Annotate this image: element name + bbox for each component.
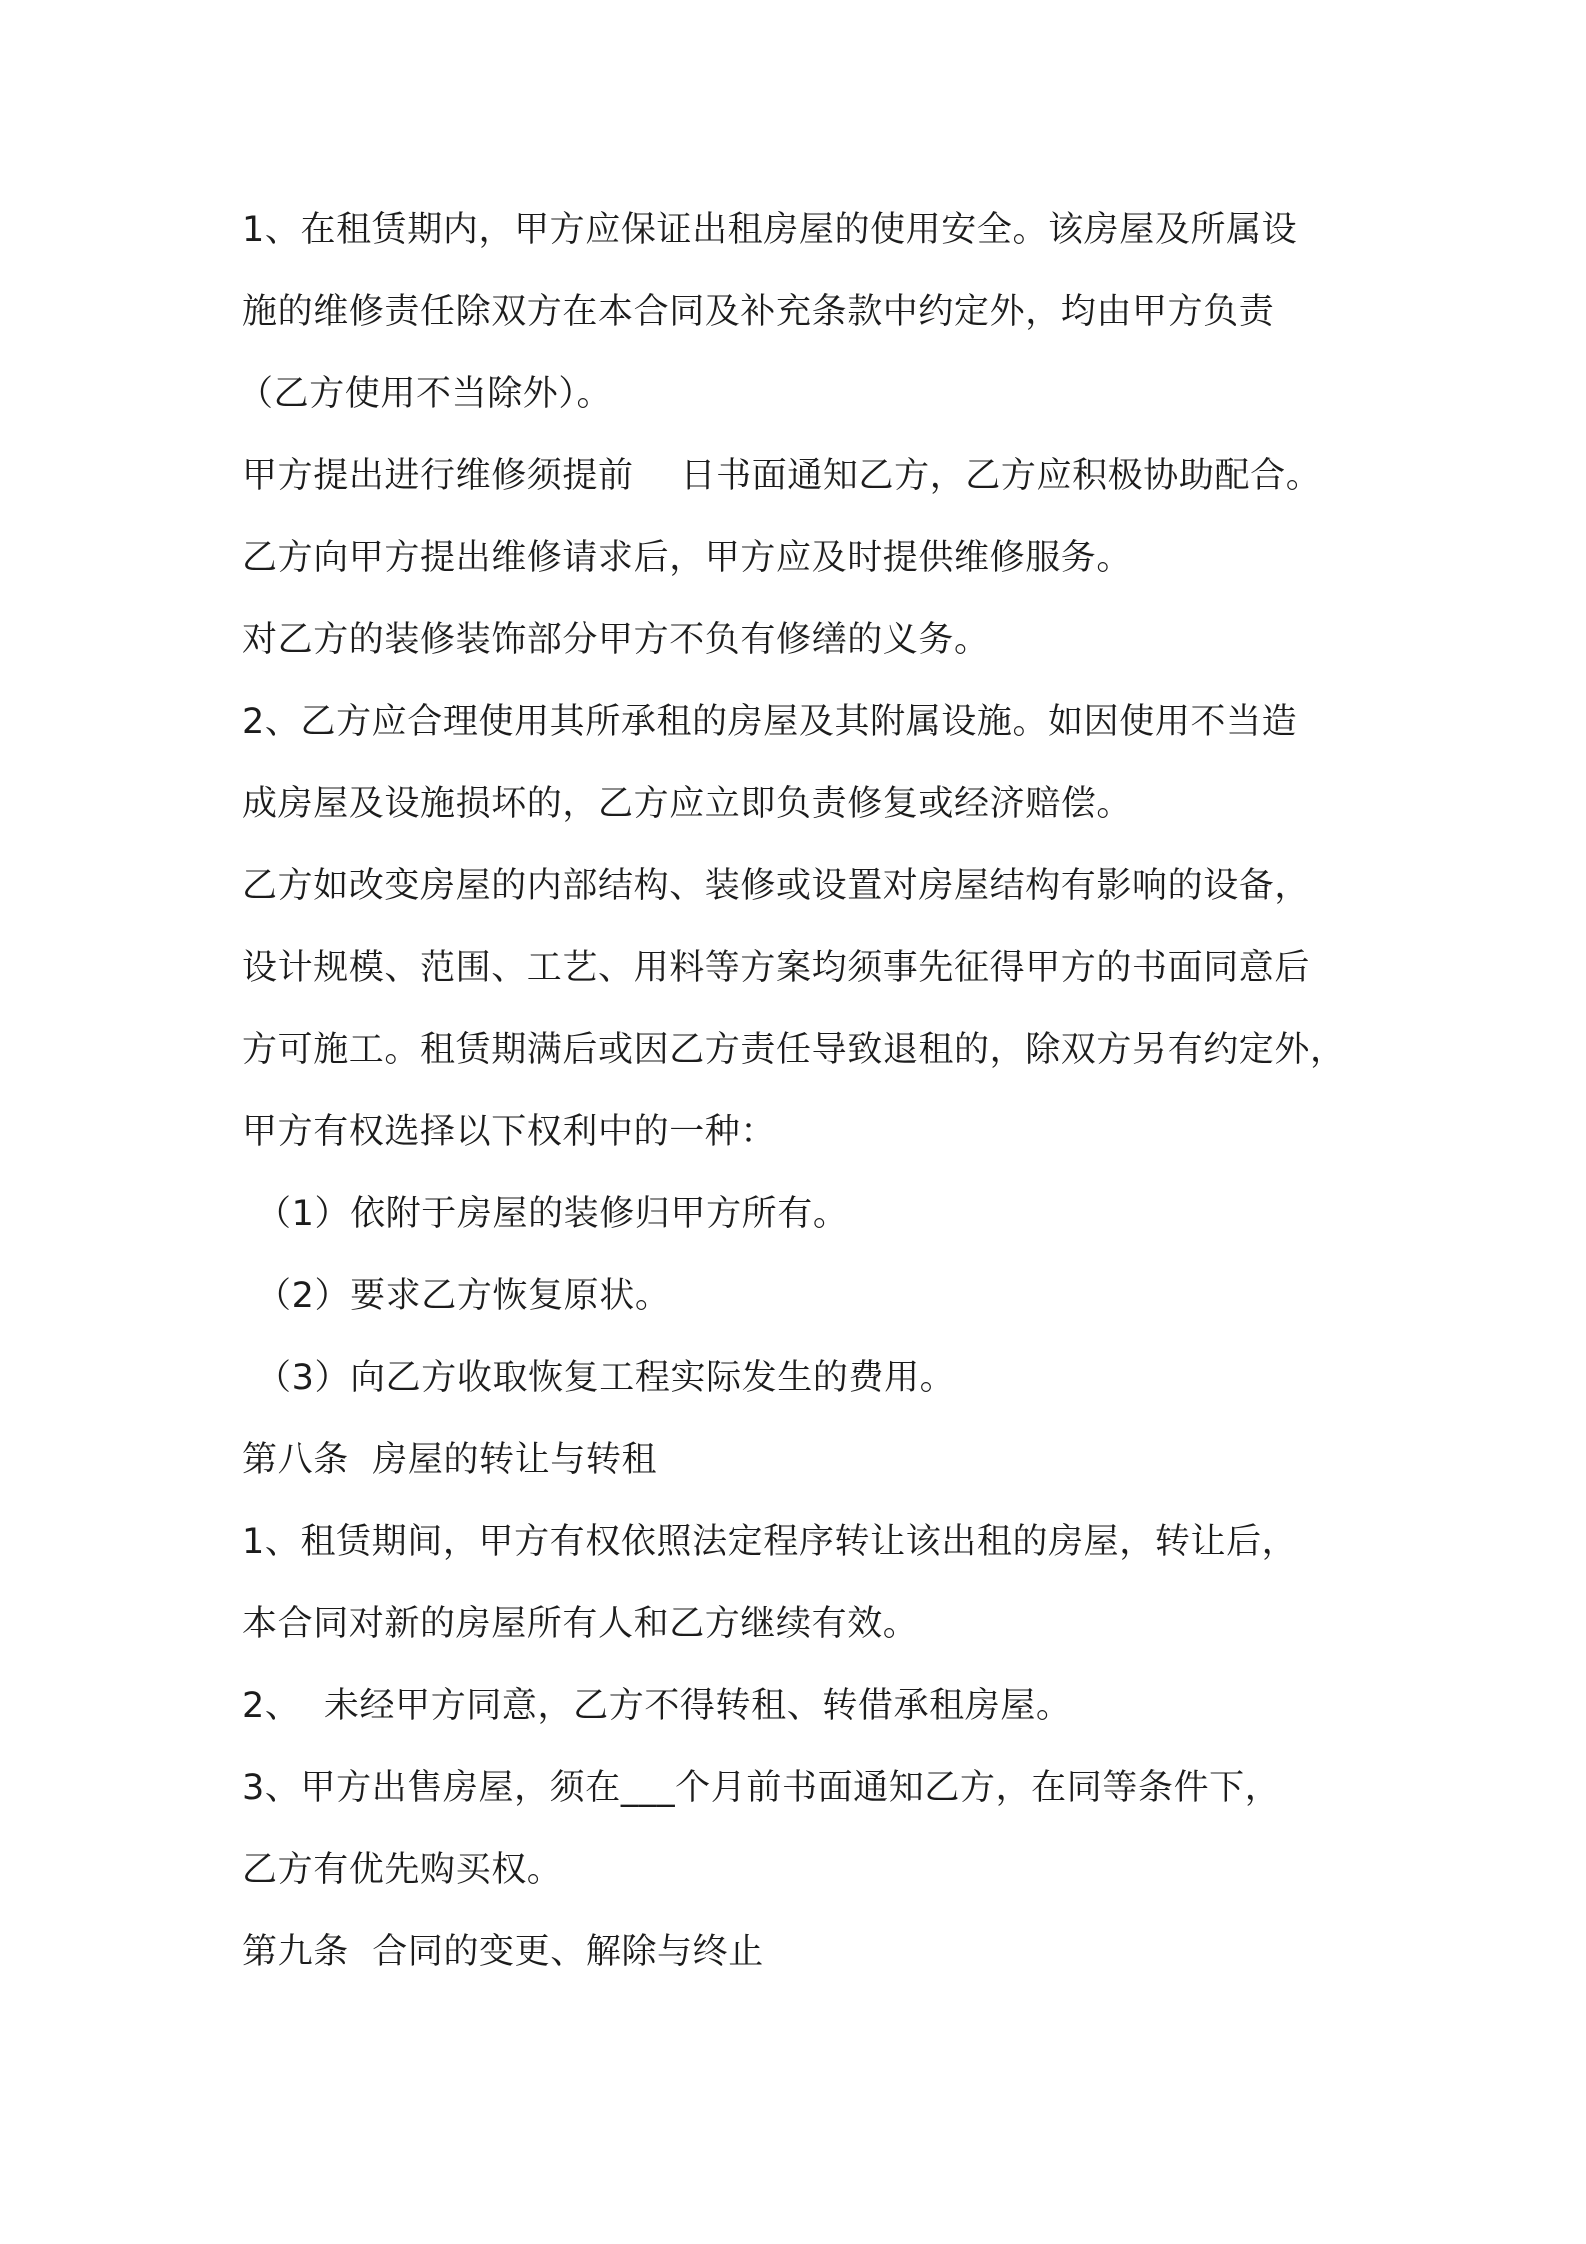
text-line: 2、 未经甲方同意，乙方不得转租、转借承租房屋。	[242, 1686, 1072, 1726]
text-line: 乙方如改变房屋的内部结构、装修或设置对房屋结构有影响的设备，	[242, 866, 1311, 906]
text-line: 本合同对新的房屋所有人和乙方继续有效。	[242, 1604, 919, 1644]
text-line: 乙方向甲方提出维修请求后，甲方应及时提供维修服务。	[242, 538, 1133, 578]
text-line: 2、乙方应合理使用其所承租的房屋及其附属设施。如因使用不当造	[242, 702, 1298, 742]
section-heading: 第八条 房屋的转让与转租	[242, 1440, 658, 1480]
section-heading: 第九条 合同的变更、解除与终止	[242, 1932, 764, 1972]
list-item: （1）依附于房屋的装修归甲方所有。	[256, 1194, 849, 1234]
text-line: 甲方有权选择以下权利中的一种：	[242, 1112, 777, 1152]
list-item: （3）向乙方收取恢复工程实际发生的费用。	[256, 1358, 956, 1398]
text-line: 甲方提出进行维修须提前 日书面通知乙方，乙方应积极协助配合。	[242, 456, 1322, 496]
text-line: 1、租赁期间，甲方有权依照法定程序转让该出租的房屋，转让后，	[242, 1522, 1298, 1562]
text-line: 成房屋及设施损坏的，乙方应立即负责修复或经济赔偿。	[242, 784, 1133, 824]
text-line: 施的维修责任除双方在本合同及补充条款中约定外，均由甲方负责	[242, 292, 1275, 332]
text-line: 对乙方的装修装饰部分甲方不负有修缮的义务。	[242, 620, 990, 660]
text-line: 3、甲方出售房屋，须在___个月前书面通知乙方，在同等条件下，	[242, 1768, 1281, 1808]
text-line: 乙方有优先购买权。	[242, 1850, 563, 1890]
text-line: （乙方使用不当除外）。	[238, 374, 613, 414]
text-line: 设计规模、范围、工艺、用料等方案均须事先征得甲方的书面同意后	[242, 948, 1311, 988]
text-line: 1、在租赁期内，甲方应保证出租房屋的使用安全。该房屋及所属设	[242, 210, 1298, 250]
list-item: （2）要求乙方恢复原状。	[256, 1276, 671, 1316]
text-line: 方可施工。租赁期满后或因乙方责任导致退租的，除双方另有约定外，	[242, 1030, 1346, 1070]
